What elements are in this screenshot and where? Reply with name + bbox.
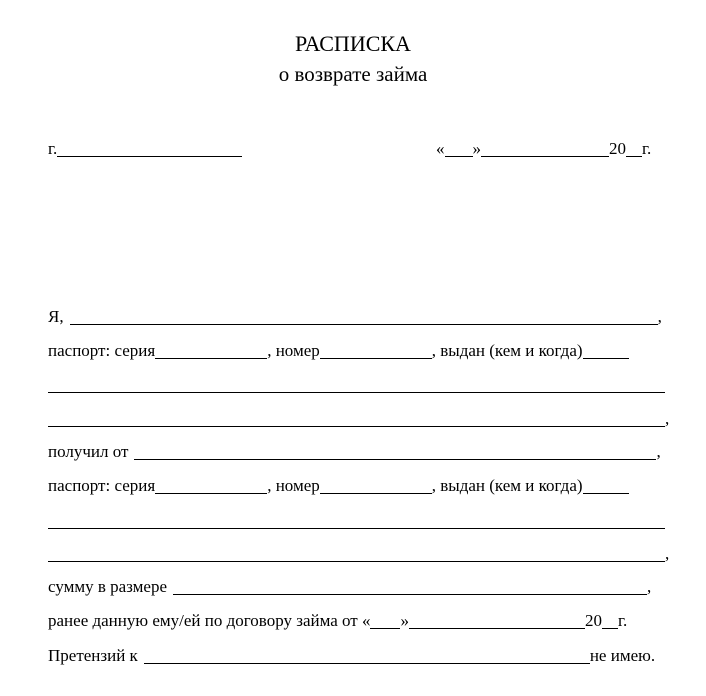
passport-number-label-2: , номер [267,476,320,495]
passport-series-label-1: паспорт: серия [48,341,156,360]
passport-comma-1: , [665,409,670,428]
passport-number-blank-2[interactable] [320,477,432,494]
passport-issued-blank-1[interactable] [583,342,629,359]
loan-close-quote: » [400,611,409,630]
date-year-blank[interactable] [626,140,642,157]
passport-issued-line-1a[interactable] [48,392,665,393]
loan-suffix: г. [617,611,628,630]
loan-row [48,610,627,632]
self-row [48,306,662,328]
amount-label: сумму в размере [48,577,168,596]
received-comma: , [656,442,661,461]
loan-month-blank[interactable] [409,612,585,629]
passport-issued-label-1: , выдан (кем и когда) [431,341,583,360]
lender-name-blank[interactable] [134,443,656,460]
date-year-prefix: 20 [609,139,626,158]
amount-blank[interactable] [173,578,647,595]
document-title: РАСПИСКА [295,31,411,56]
claims-row [48,645,655,667]
amount-row [48,576,651,598]
date-open-quote: « [436,139,445,158]
loan-day-blank[interactable] [370,612,400,629]
city-row [48,138,242,160]
passport-issued-line-2b[interactable] [48,561,665,562]
passport-number-label-1: , номер [267,341,320,360]
self-name-blank[interactable] [70,308,658,325]
date-month-blank[interactable] [481,140,609,157]
claims-prefix: Претензий к [48,646,138,665]
date-day-blank[interactable] [445,140,473,157]
city-prefix: г. [48,139,58,158]
passport-comma-2: , [665,544,670,563]
passport-issued-line-1b[interactable] [48,426,665,427]
claims-blank[interactable] [144,647,590,664]
passport-issued-blank-2[interactable] [583,477,629,494]
loan-year-blank[interactable] [602,612,618,629]
passport-row-2 [48,475,629,497]
date-row [436,138,651,160]
self-prefix: Я, [48,307,64,326]
passport-issued-line-2a[interactable] [48,528,665,529]
amount-comma: , [647,577,652,596]
passport-row-1 [48,340,629,362]
date-close-quote: » [472,139,481,158]
document-subtitle: о возврате займа [278,62,428,86]
loan-text: ранее данную ему/ей по договору займа от « [48,611,371,630]
date-suffix: г. [642,139,652,158]
received-from-label: получил от [48,442,129,461]
passport-issued-label-2: , выдан (кем и когда) [431,476,583,495]
passport-series-label-2: паспорт: серия [48,476,156,495]
claims-suffix: не имею. [589,646,656,665]
received-from-row [48,441,661,463]
passport-number-blank-1[interactable] [320,342,432,359]
self-comma: , [657,307,662,326]
passport-series-blank-1[interactable] [155,342,267,359]
passport-series-blank-2[interactable] [155,477,267,494]
loan-year-prefix: 20 [584,611,602,630]
city-blank[interactable] [57,140,242,157]
